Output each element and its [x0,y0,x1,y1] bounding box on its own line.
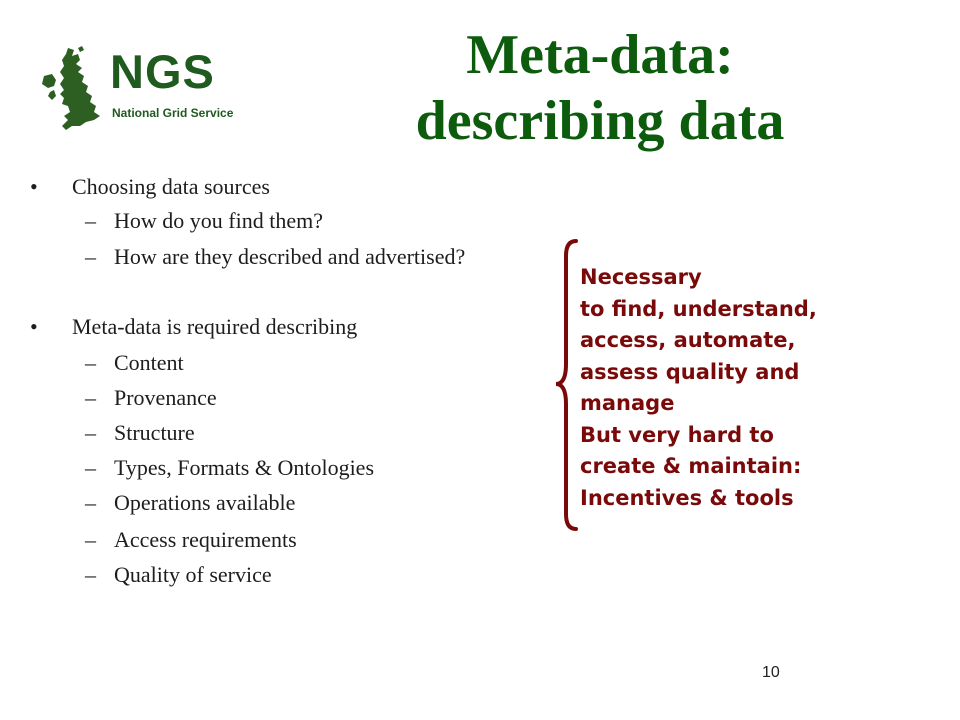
logo-subtitle: National Grid Service [112,106,234,120]
sub-bullet-text: How are they described and advertised? [114,244,466,269]
bullet-text: Meta-data is required describing [72,314,358,339]
bullet-text: Choosing data sources [72,174,270,199]
sub-bullet-item [85,244,465,270]
sub-bullet-text: How do you find them? [114,208,323,233]
sub-bullet-text: Content [114,350,184,375]
sub-bullet-item [85,385,217,411]
sub-bullet-text: Structure [114,420,195,445]
logo-wordmark: NGS [110,45,215,98]
bullet-item [30,174,270,200]
callout-line: create & maintain: [580,454,802,478]
dash-marker: – [85,385,96,410]
dash-marker: – [85,420,96,445]
callout-line: to find, understand, [580,296,817,321]
sub-bullet-text: Operations available [114,490,296,515]
bullet-marker: • [30,174,38,199]
dash-marker: – [85,244,96,269]
dash-marker: – [85,455,96,480]
slide-title [340,22,860,154]
sub-bullet-item [85,208,323,234]
callout-line: manage [580,391,675,415]
uk-map-icon [38,46,110,136]
sub-bullet-text: Access requirements [114,527,297,552]
sub-bullet-item [85,420,195,446]
curly-brace-icon [552,238,582,532]
dash-marker: – [85,490,96,515]
sub-bullet-text: Types, Formats & Ontologies [114,455,375,480]
sub-bullet-item [85,350,184,376]
sub-bullet-item [85,562,272,588]
callout-note [580,262,940,514]
callout-line: access, automate, [580,328,796,352]
dash-marker: – [85,350,96,375]
slide-title-line-2: describing data [415,90,785,152]
dash-marker: – [85,527,96,552]
sub-bullet-item [85,455,374,481]
bullet-item [30,314,357,340]
dash-marker: – [85,208,96,233]
dash-marker: – [85,562,96,587]
callout-line: assess quality and [580,359,800,384]
sub-bullet-item [85,527,297,553]
callout-line: But very hard to [580,422,774,447]
bullet-marker: • [30,314,38,339]
ngs-logo [38,46,253,136]
sub-bullet-item [85,490,295,516]
callout-line: Necessary [580,265,702,289]
sub-bullet-text: Provenance [114,385,217,410]
slide-title-line-1: Meta-data: [466,24,734,86]
sub-bullet-text: Quality of service [114,562,272,587]
callout-line: Incentives & tools [580,485,794,510]
page-number: 10 [762,664,780,681]
